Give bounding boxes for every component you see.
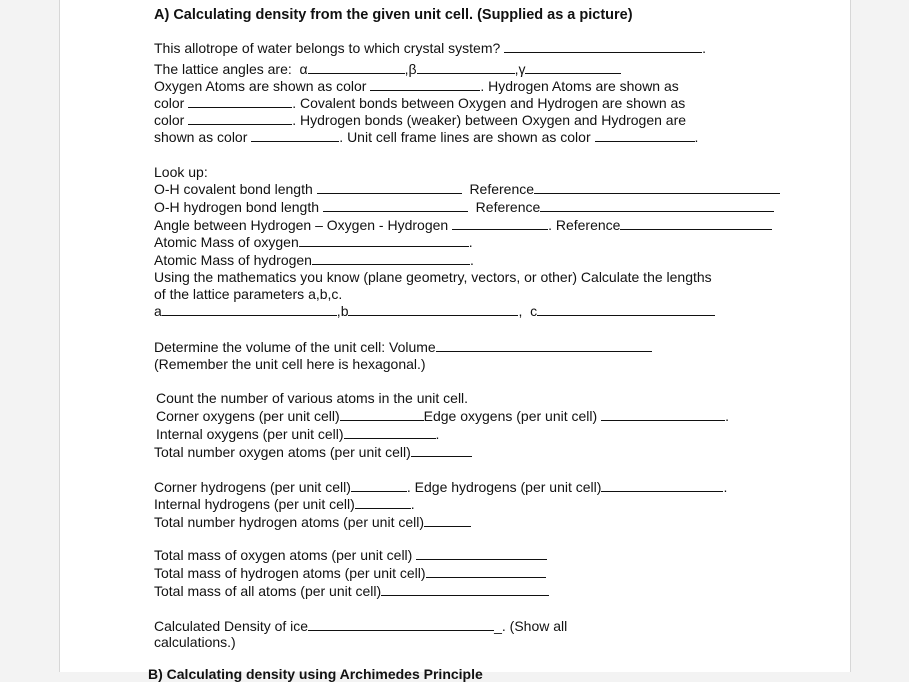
density-note: calculations.) bbox=[154, 634, 236, 650]
covalent-color-line: color . Hydrogen bonds (weaker) between Oxygen and Hydrogen are bbox=[154, 112, 687, 128]
gamma-blank[interactable] bbox=[525, 61, 621, 74]
internal-hydrogens-line: Internal hydrogens (per unit cell) . bbox=[154, 496, 415, 512]
hbond-color-line: shown as color . Unit cell frame lines are shown as color . bbox=[154, 129, 699, 145]
oh-covalent-reference-blank[interactable] bbox=[534, 181, 780, 194]
density-line: Calculated Density of ice _. (Show all bbox=[154, 618, 568, 634]
mass-oxygen-line: Atomic Mass of oxygen . bbox=[154, 234, 473, 250]
crystal-system-blank[interactable] bbox=[504, 40, 702, 53]
total-oxygens-blank[interactable] bbox=[411, 444, 472, 457]
volume-note: (Remember the unit cell here is hexagonal.) bbox=[154, 356, 426, 372]
section-a-title: A) Calculating density from the given unit cell. (Supplied as a picture) bbox=[154, 7, 633, 23]
mass-oxygen-blank[interactable] bbox=[299, 234, 469, 247]
volume-line: Determine the volume of the unit cell: Volume bbox=[154, 339, 652, 356]
density-blank[interactable] bbox=[308, 618, 494, 631]
frame-color-blank[interactable] bbox=[595, 129, 695, 142]
angle-hoh-blank[interactable] bbox=[452, 217, 548, 230]
corner-hydrogens-line: Corner hydrogens (per unit cell) . Edge hydrogens (per unit cell) . bbox=[154, 479, 728, 495]
using-math-line-2: of the lattice parameters a,b,c. bbox=[154, 286, 343, 302]
hbond-color-blank[interactable] bbox=[251, 129, 339, 142]
corner-oxygens-line: Corner oxygens (per unit cell) Edge oxygens (per unit cell) . bbox=[156, 408, 729, 424]
internal-oxygens-line: Internal oxygens (per unit cell) . bbox=[156, 426, 440, 442]
mass-all-total-line: Total mass of all atoms (per unit cell) bbox=[154, 583, 549, 600]
oxygen-color-blank[interactable] bbox=[370, 78, 480, 91]
corner-oxygens-blank[interactable] bbox=[340, 408, 424, 421]
oh-hydrogen-reference-blank[interactable] bbox=[540, 199, 774, 212]
hydrogen-color-line: color . Covalent bonds between Oxygen and Hydrogen are shown as bbox=[154, 95, 686, 111]
angle-hoh-reference-blank[interactable] bbox=[620, 217, 772, 230]
volume-blank[interactable] bbox=[436, 339, 652, 352]
oh-hydrogen-blank[interactable] bbox=[323, 199, 468, 212]
total-hydrogens-blank[interactable] bbox=[424, 514, 471, 527]
lattice-angles-line: The lattice angles are: α ,β ,γ bbox=[154, 61, 621, 78]
beta-blank[interactable] bbox=[417, 61, 515, 74]
lookup-heading: Look up: bbox=[154, 164, 208, 180]
oh-covalent-blank[interactable] bbox=[317, 181, 462, 194]
mass-all-total-blank[interactable] bbox=[381, 583, 549, 596]
lattice-params-line: a ,b , c bbox=[154, 303, 715, 320]
param-a-blank[interactable] bbox=[162, 303, 337, 316]
oh-covalent-line: O-H covalent bond length Reference bbox=[154, 181, 780, 198]
covalent-color-blank[interactable] bbox=[188, 112, 292, 125]
total-oxygens-line: Total number oxygen atoms (per unit cell) bbox=[154, 444, 472, 461]
mass-hydrogen-total-line: Total mass of hydrogen atoms (per unit cell) bbox=[154, 565, 546, 582]
angle-hoh-line: Angle between Hydrogen – Oxygen - Hydrogen . Reference bbox=[154, 217, 772, 234]
edge-oxygens-blank[interactable] bbox=[601, 408, 725, 421]
count-heading: Count the number of various atoms in the unit cell. bbox=[156, 390, 469, 406]
mass-hydrogen-line: Atomic Mass of hydrogen . bbox=[154, 252, 474, 268]
alpha-blank[interactable] bbox=[308, 61, 405, 74]
param-c-blank[interactable] bbox=[537, 303, 715, 316]
document-page bbox=[59, 0, 851, 682]
total-hydrogens-line: Total number hydrogen atoms (per unit cell) bbox=[154, 514, 471, 531]
oxygen-color-line: Oxygen Atoms are shown as color . Hydrogen Atoms are shown as bbox=[154, 78, 679, 94]
edge-hydrogens-blank[interactable] bbox=[601, 479, 723, 492]
internal-oxygens-blank[interactable] bbox=[344, 426, 436, 439]
crystal-system-line: This allotrope of water belongs to which crystal system? . bbox=[154, 40, 707, 56]
internal-hydrogens-blank[interactable] bbox=[355, 496, 411, 509]
oh-hydrogen-line: O-H hydrogen bond length Reference bbox=[154, 199, 774, 216]
mass-oxygen-total-line: Total mass of oxygen atoms (per unit cell) bbox=[154, 547, 547, 564]
corner-hydrogens-blank[interactable] bbox=[351, 479, 407, 492]
mass-oxygen-total-blank[interactable] bbox=[416, 547, 547, 560]
section-b-title: B) Calculating density using Archimedes Principle bbox=[148, 666, 483, 682]
param-b-blank[interactable] bbox=[348, 303, 518, 316]
using-math-line-1: Using the mathematics you know (plane geometry, vectors, or other) Calculate the lengths bbox=[154, 269, 712, 285]
hydrogen-color-blank[interactable] bbox=[188, 95, 292, 108]
mass-hydrogen-total-blank[interactable] bbox=[426, 565, 546, 578]
mass-hydrogen-blank[interactable] bbox=[312, 252, 470, 265]
